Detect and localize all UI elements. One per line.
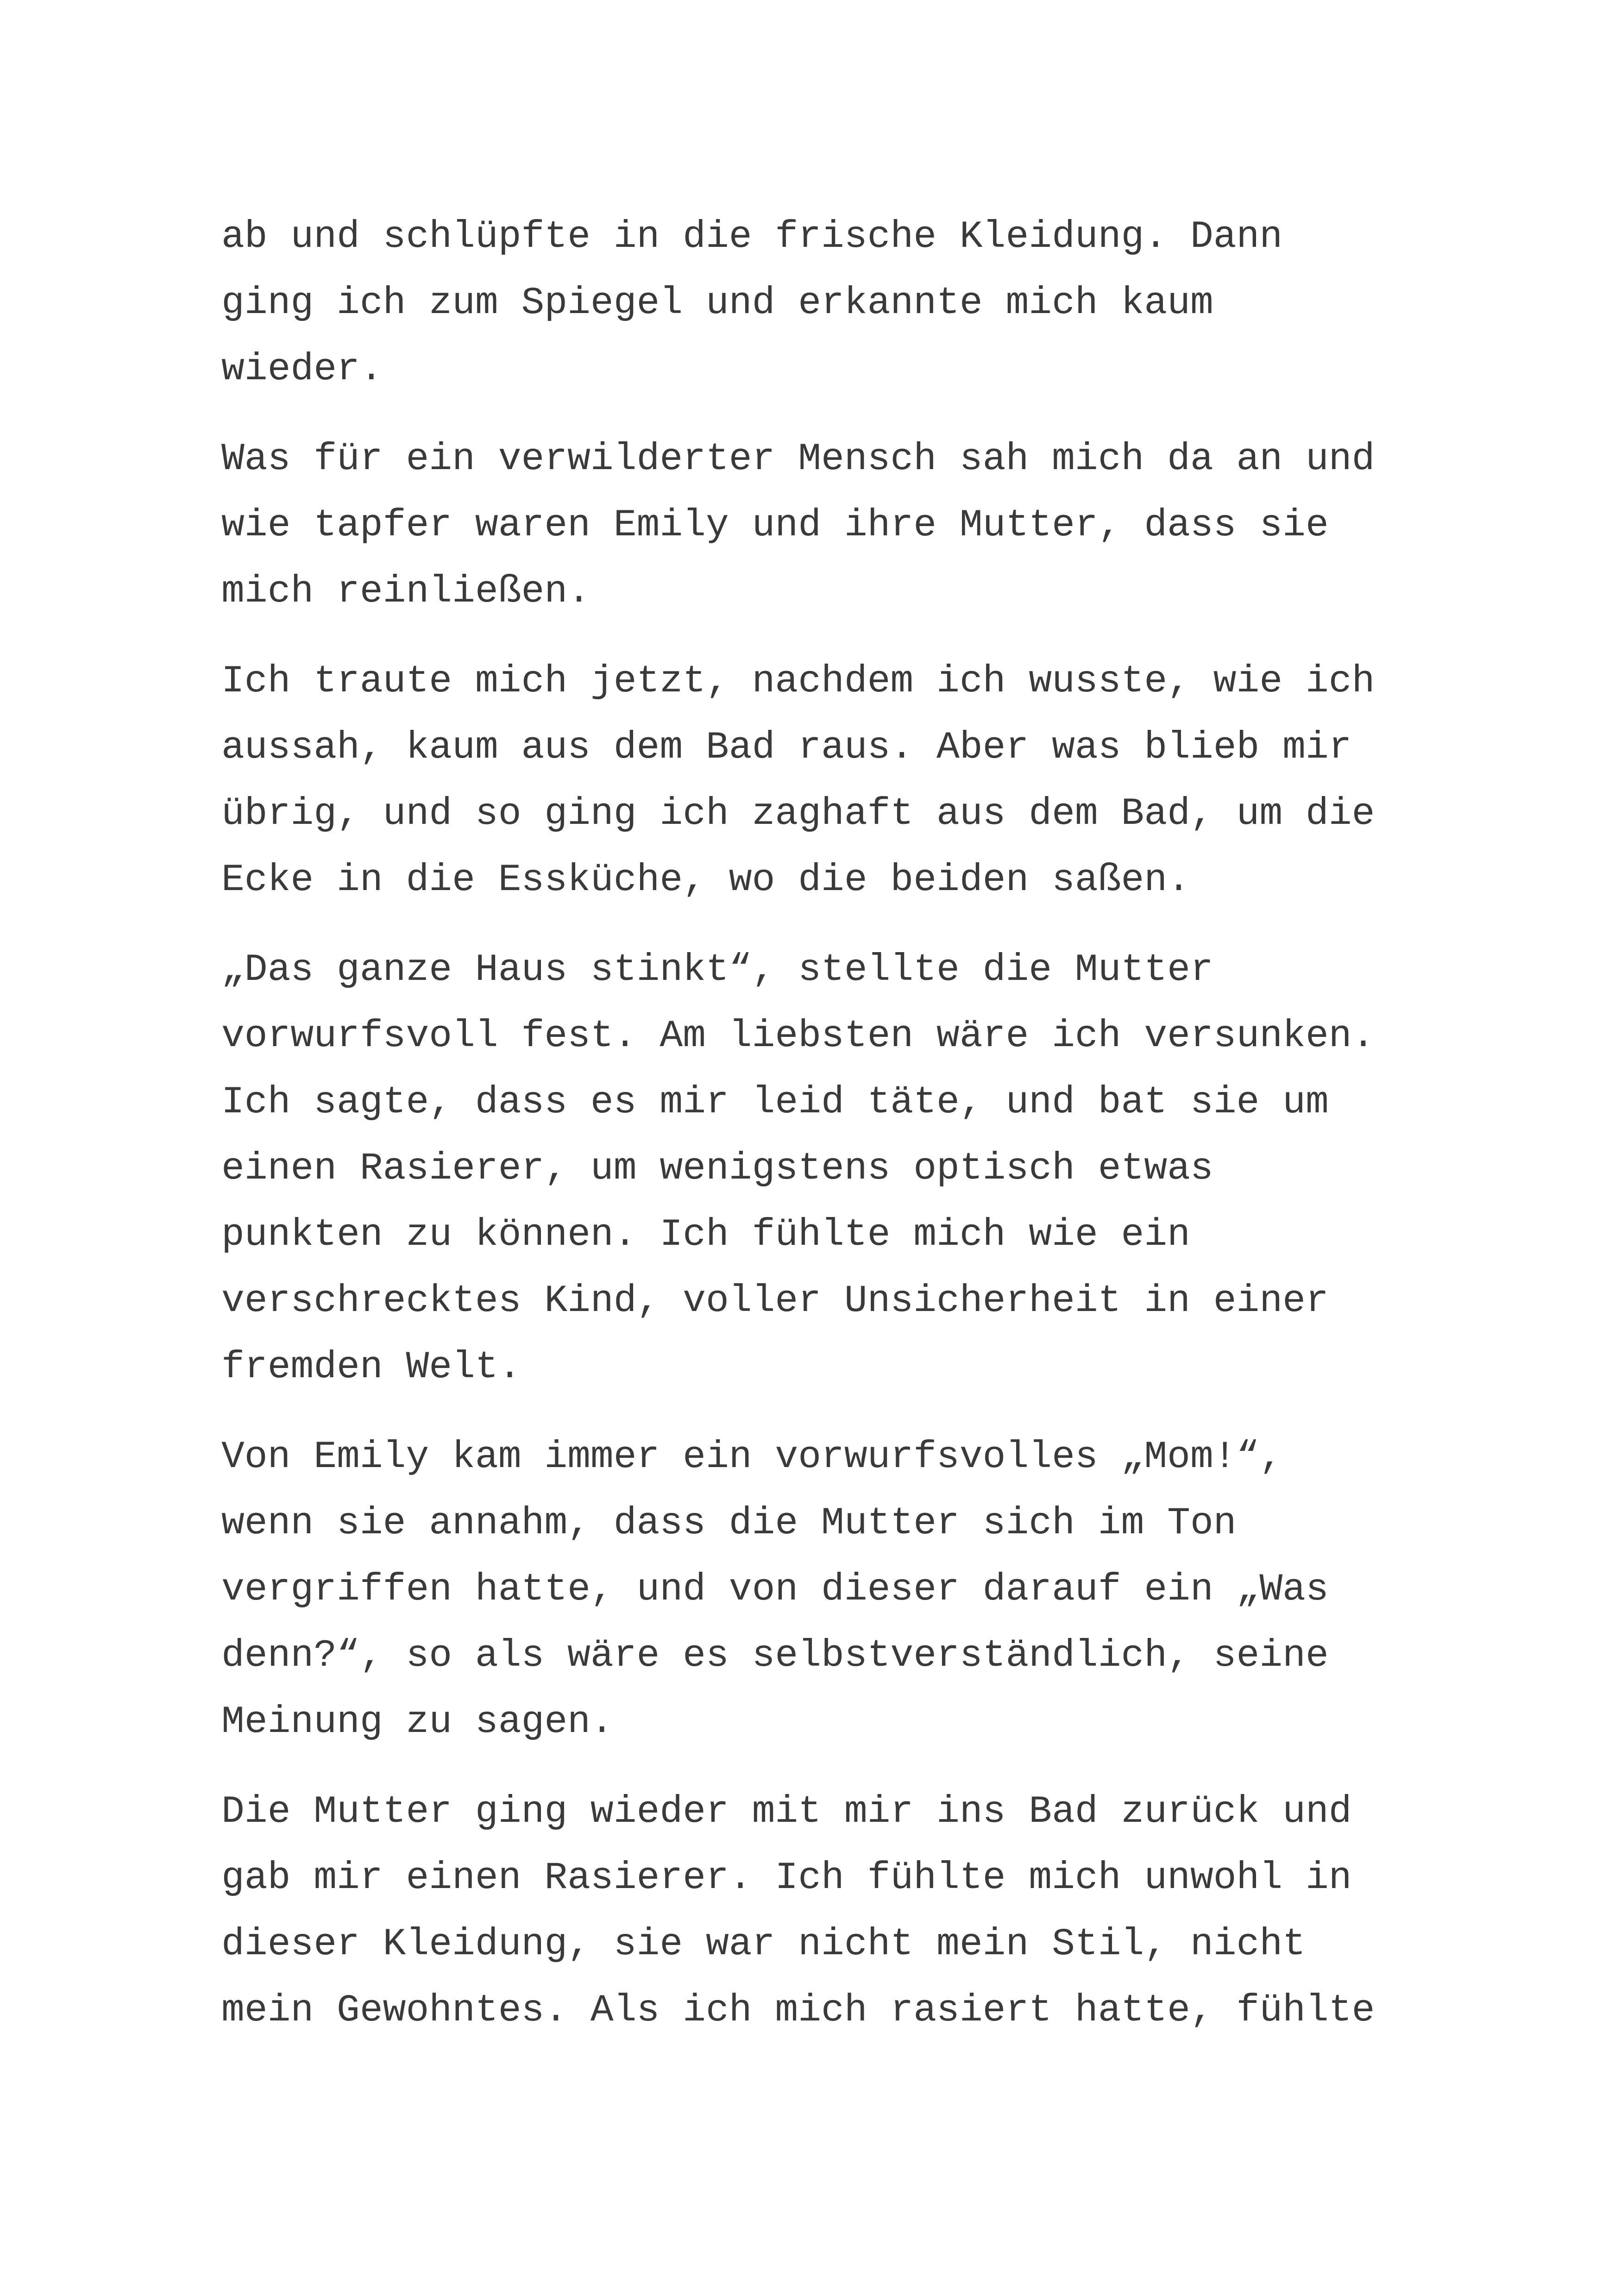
text-line: vorwurfsvoll fest. Am liebsten wäre ich versunken. xyxy=(221,1014,1375,1058)
paragraph xyxy=(221,1779,1426,2044)
text-line: Die Mutter ging wieder mit mir ins Bad zurück und xyxy=(221,1790,1352,1833)
paragraph xyxy=(221,426,1426,625)
text-line: denn?“, so als wäre es selbstverständlich, seine xyxy=(221,1634,1329,1677)
paragraph xyxy=(221,648,1426,913)
text-line: gab mir einen Rasierer. Ich fühlte mich unwohl in xyxy=(221,1856,1352,1900)
text-line: Meinung zu sagen. xyxy=(221,1700,614,1744)
text-line: punkten zu können. Ich fühlte mich wie ein xyxy=(221,1213,1190,1256)
paragraph xyxy=(221,1424,1426,1755)
text-line: verschrecktes Kind, voller Unsicherheit in einer xyxy=(221,1279,1329,1323)
text-line: Ich traute mich jetzt, nachdem ich wusste, wie ich xyxy=(221,659,1375,703)
body-text xyxy=(221,204,1426,2067)
text-line: aussah, kaum aus dem Bad raus. Aber was blieb mir xyxy=(221,726,1352,769)
text-line: mein Gewohntes. Als ich mich rasiert hatte, fühlte xyxy=(221,1989,1375,2032)
text-line: dieser Kleidung, sie war nicht mein Stil, nicht xyxy=(221,1922,1306,1966)
text-line: Ich sagte, dass es mir leid täte, und bat sie um xyxy=(221,1080,1329,1124)
text-line: einen Rasierer, um wenigstens optisch etwas xyxy=(221,1147,1213,1190)
text-line: Von Emily kam immer ein vorwurfsvolles „Mom!“, xyxy=(221,1435,1283,1479)
text-line: mich reinließen. xyxy=(221,570,591,613)
text-line: ging ich zum Spiegel und erkannte mich kaum xyxy=(221,281,1213,325)
text-line: wie tapfer waren Emily und ihre Mutter, dass sie xyxy=(221,503,1329,547)
text-line: Ecke in die Essküche, wo die beiden saßen. xyxy=(221,858,1190,902)
text-line: „Das ganze Haus stinkt“, stellte die Mutter xyxy=(221,948,1213,991)
paragraph xyxy=(221,937,1426,1400)
text-line: wenn sie annahm, dass die Mutter sich im Ton xyxy=(221,1501,1237,1545)
text-line: fremden Welt. xyxy=(221,1345,521,1389)
text-line: wieder. xyxy=(221,347,383,391)
text-line: vergriffen hatte, und von dieser darauf ein „Was xyxy=(221,1568,1329,1611)
text-line: Was für ein verwilderter Mensch sah mich da an und xyxy=(221,437,1375,481)
text-line: übrig, und so ging ich zaghaft aus dem Bad, um die xyxy=(221,792,1375,835)
text-line: ab und schlüpfte in die frische Kleidung. Dann xyxy=(221,215,1283,258)
paragraph xyxy=(221,204,1426,402)
